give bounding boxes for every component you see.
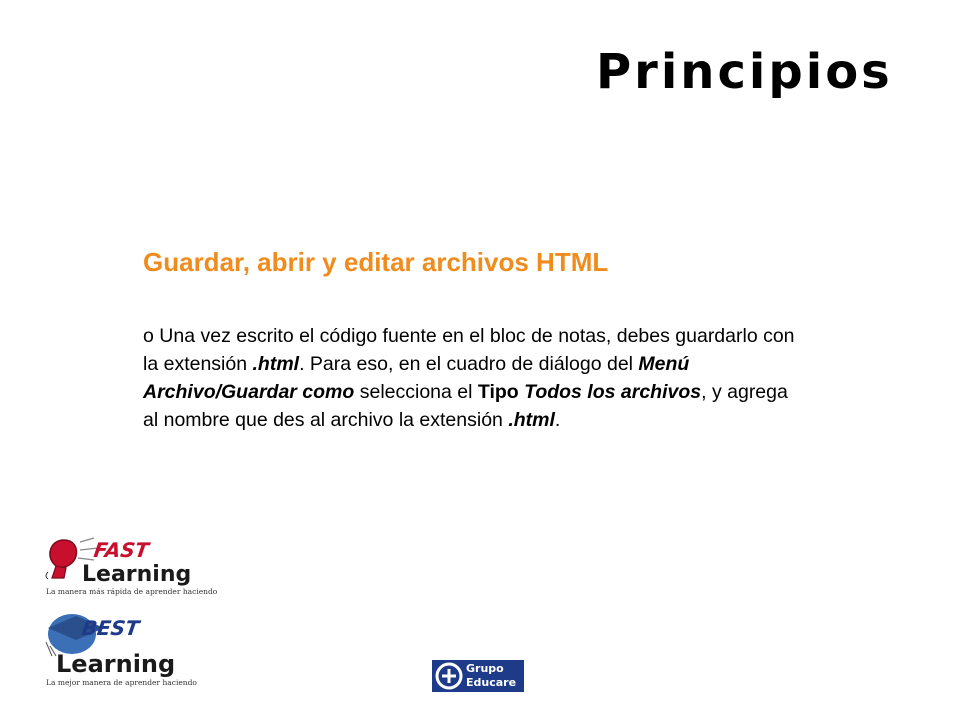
paragraph-1: .html [252, 353, 300, 375]
best-learning-logo [42, 612, 197, 688]
grupo-line1: Grupo [466, 662, 504, 675]
fast-learning-logo [42, 532, 218, 596]
grupo-educare-logo [432, 660, 524, 692]
paragraph-5: Tipo [477, 381, 519, 403]
slide-subtitle: Guardar, abrir y editar archivos HTML [143, 247, 609, 277]
educare-emblem-icon [434, 661, 464, 691]
paragraph-7: Todos los archivos [524, 381, 702, 403]
paragraph-10: . [554, 409, 561, 431]
paragraph-3: Menú Archivo/Guardar como [143, 353, 690, 403]
paragraph-9: .html [508, 409, 555, 431]
bullet-marker: o [143, 325, 154, 347]
paragraph-2: . Para eso, en el cuadro de diálogo del [299, 353, 639, 375]
fast-badge: FAST [92, 538, 151, 562]
body-paragraph [143, 322, 808, 434]
best-word: Learning [56, 650, 176, 678]
paragraph-8: , y agrega al nombre que des al archivo la extensión [143, 381, 788, 431]
paragraph-4: selecciona el [354, 381, 478, 403]
best-badge: BEST [80, 616, 141, 640]
fast-word: Learning [82, 562, 192, 587]
fast-tagline: La manera más rápida de aprender haciendo [46, 587, 218, 596]
grupo-line2: Educare [466, 676, 517, 689]
best-tagline: La mejor manera de aprender haciendo [46, 678, 197, 687]
slide-title: Principios [596, 44, 893, 100]
paragraph-0: Una vez escrito el código fuente en el bloc de notas, debes guardarlo con la extensión [143, 325, 795, 375]
